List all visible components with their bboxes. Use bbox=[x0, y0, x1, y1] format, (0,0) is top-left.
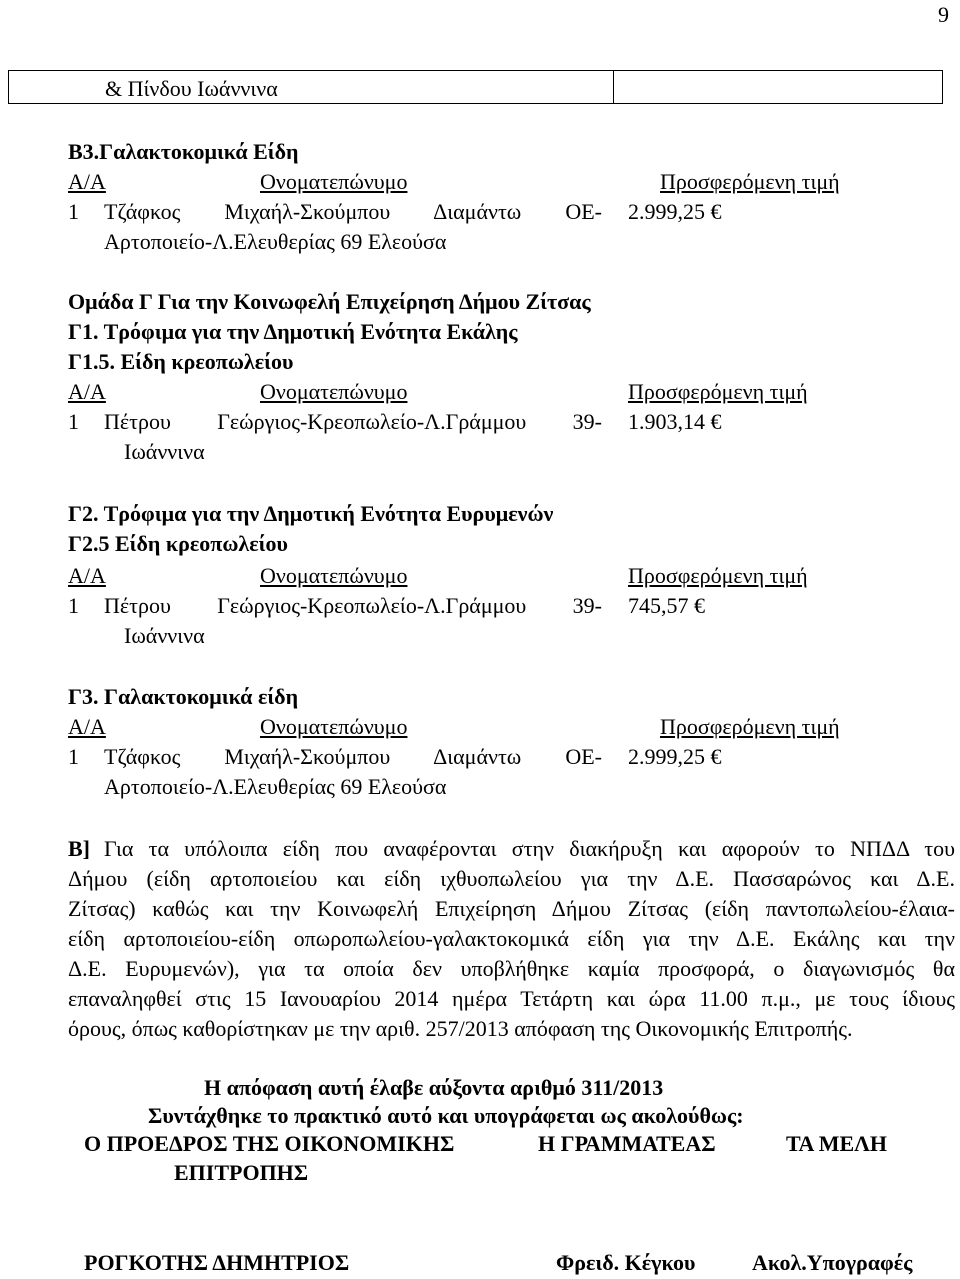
row-number: 1 bbox=[68, 744, 79, 769]
header-price: Προσφερόμενη τιμή bbox=[660, 169, 840, 194]
row-name-line1: Τζάφκος Μιχαήλ-Σκούμπου Διαμάντω ΟΕ- bbox=[104, 199, 602, 224]
row-name-line2: Αρτοποιείο-Λ.Ελευθερίας 69 Ελεούσα bbox=[104, 774, 447, 799]
top-row-text: & Πίνδου Ιωάννινα bbox=[105, 76, 278, 101]
row-name-line2: Αρτοποιείο-Λ.Ελευθερίας 69 Ελεούσα bbox=[104, 229, 447, 254]
top-table-row bbox=[8, 70, 943, 104]
table-divider bbox=[613, 71, 614, 103]
g1-title: Γ1. Τρόφιμα για την Δημοτική Ενότητα Εκάλης bbox=[68, 319, 518, 344]
row-number: 1 bbox=[68, 593, 79, 618]
header-name: Ονοματεπώνυμο bbox=[260, 379, 408, 404]
paragraph-line: είδη αρτοποιείου-είδη οπωροπωλείου-γαλακτοκομικά είδη για την Δ.Ε. Εκάλης και την bbox=[68, 926, 955, 951]
members-signature: Ακολ.Υπογραφές bbox=[752, 1250, 913, 1275]
paragraph-line: Δήμου (είδη αρτοποιείου και είδη ιχθυοπωλείου για την Δ.Ε. Πασσαρώνος και Δ.Ε. bbox=[68, 866, 955, 891]
paragraph-label: Β] bbox=[68, 836, 90, 861]
header-aa: Α/Α bbox=[68, 563, 106, 588]
header-price: Προσφερόμενη τιμή bbox=[628, 563, 808, 588]
president-title: Ο ΠΡΟΕΔΡΟΣ ΤΗΣ ΟΙΚΟΝΟΜΙΚΗΣ bbox=[84, 1131, 455, 1156]
header-price: Προσφερόμενη τιμή bbox=[628, 379, 808, 404]
row-name-line1: Πέτρου Γεώργιος-Κρεοπωλείο-Λ.Γράμμου 39- bbox=[104, 593, 602, 618]
paragraph-line: Ζίτσας) καθώς και την Κοινωφελή Επιχείρηση Δήμου Ζίτσας (είδη παντοπωλείου-έλαια- bbox=[68, 896, 955, 921]
page-number: 9 bbox=[938, 2, 949, 27]
decision-number: Η απόφαση αυτή έλαβε αύξοντα αριθμό 311/2013 bbox=[204, 1075, 664, 1100]
row-name-line1: Πέτρου Γεώργιος-Κρεοπωλείο-Λ.Γράμμου 39- bbox=[104, 409, 602, 434]
header-aa: Α/Α bbox=[68, 714, 106, 739]
paragraph-line: όρους, όπως καθορίστηκαν με την αριθ. 257/2013 απόφαση της Οικονομικής Επιτροπής. bbox=[68, 1016, 853, 1041]
row-price: 2.999,25 € bbox=[628, 744, 722, 769]
president-signature: ΡΟΓΚΟΤΗΣ ΔΗΜΗΤΡΙΟΣ bbox=[84, 1250, 350, 1275]
header-price: Προσφερόμενη τιμή bbox=[660, 714, 840, 739]
section-b3-title: Β3.Γαλακτοκομικά Είδη bbox=[68, 139, 299, 164]
paragraph-line: επαναληφθεί στις 15 Ιανουαρίου 2014 ημέρα Τετάρτη και ώρα 11.00 π.μ., με τους ίδιους bbox=[68, 986, 955, 1011]
secretary-title: Η ΓΡΑΜΜΑΤΕΑΣ bbox=[538, 1131, 716, 1156]
members-title: ΤΑ ΜΕΛΗ bbox=[786, 1131, 888, 1156]
row-price: 2.999,25 € bbox=[628, 199, 722, 224]
header-name: Ονοματεπώνυμο bbox=[260, 714, 408, 739]
paragraph-line: Για τα υπόλοιπα είδη που αναφέρονται στην διακήρυξη και αφορούν το ΝΠΔΔ του bbox=[104, 836, 955, 861]
row-name-line2: Ιωάννινα bbox=[124, 439, 205, 464]
row-name-line1: Τζάφκος Μιχαήλ-Σκούμπου Διαμάντω ΟΕ- bbox=[104, 744, 602, 769]
drafted-statement: Συντάχθηκε το πρακτικό αυτό και υπογράφεται ως ακολούθως: bbox=[148, 1103, 744, 1128]
g1-5-title: Γ1.5. Είδη κρεοπωλείου bbox=[68, 349, 294, 374]
g2-5-title: Γ2.5 Είδη κρεοπωλείου bbox=[68, 531, 288, 556]
header-name: Ονοματεπώνυμο bbox=[260, 563, 408, 588]
president-title-line2: ΕΠΙΤΡΟΠΗΣ bbox=[174, 1160, 309, 1185]
header-name: Ονοματεπώνυμο bbox=[260, 169, 408, 194]
paragraph-line: Δ.Ε. Ευρυμενών), για τα οποία δεν υποβλήθηκε καμία προσφορά, ο διαγωνισμός θα bbox=[68, 956, 955, 981]
header-aa: Α/Α bbox=[68, 169, 106, 194]
row-price: 1.903,14 € bbox=[628, 409, 722, 434]
row-price: 745,57 € bbox=[628, 593, 705, 618]
row-number: 1 bbox=[68, 199, 79, 224]
g3-title: Γ3. Γαλακτοκομικά είδη bbox=[68, 684, 299, 709]
group-g-title: Ομάδα Γ Για την Κοινωφελή Επιχείρηση Δήμου Ζίτσας bbox=[68, 289, 591, 314]
secretary-signature: Φρειδ. Κέγκου bbox=[556, 1250, 696, 1275]
g2-title: Γ2. Τρόφιμα για την Δημοτική Ενότητα Ευρυμενών bbox=[68, 501, 554, 526]
row-name-line2: Ιωάννινα bbox=[124, 623, 205, 648]
row-number: 1 bbox=[68, 409, 79, 434]
header-aa: Α/Α bbox=[68, 379, 106, 404]
